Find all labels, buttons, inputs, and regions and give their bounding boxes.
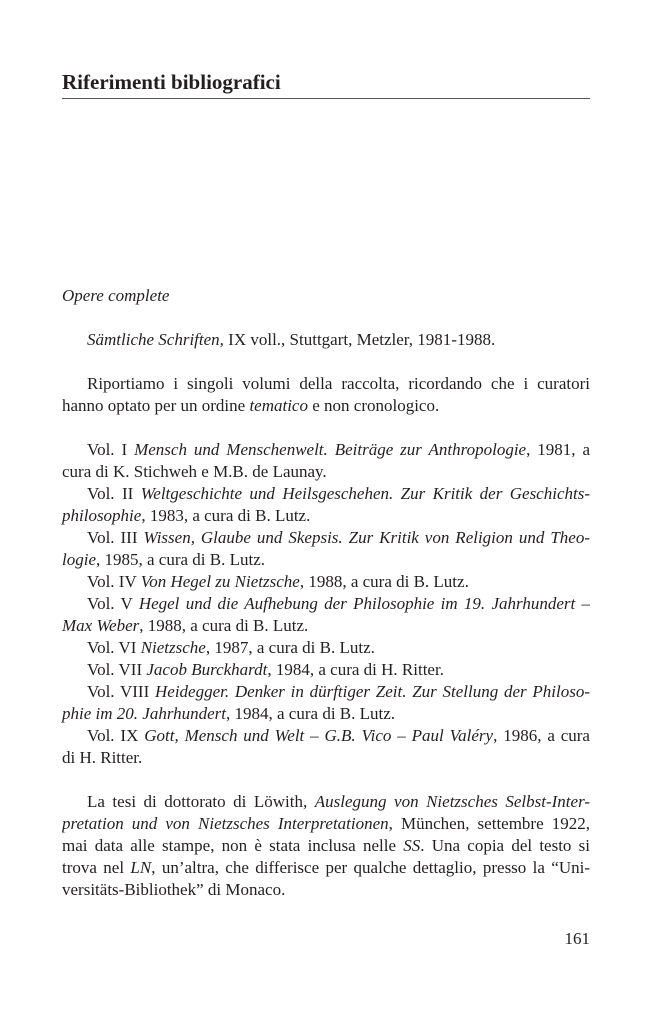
text: versitäts-Bibliothek” di Monaco. [62, 880, 286, 899]
text: e non cronologico. [307, 396, 440, 415]
text-line [62, 461, 590, 483]
text-line [62, 549, 590, 571]
text-line [62, 329, 590, 351]
text-line [62, 505, 590, 527]
text: Vol. VIII [87, 682, 155, 701]
italic-text: Mensch und Menschenwelt. Beiträge zur Anthropologie [134, 440, 527, 459]
text: Vol. V [87, 594, 139, 613]
text: Vol. VII [87, 660, 147, 679]
text: , 1986, a cura [493, 726, 590, 745]
text: Riportiamo i singoli volumi della raccolta, ricordando che i curatori [87, 374, 590, 393]
text: , 1988, a cura di B. Lutz. [139, 616, 309, 635]
text: , 1985, a cura di B. Lutz. [96, 550, 266, 569]
text: di H. Ritter. [62, 748, 143, 767]
text-line [62, 681, 590, 703]
text-line [62, 835, 590, 857]
italic-text: pretation und von Nietzsches Interpretationen [62, 814, 389, 833]
paragraph [62, 373, 590, 417]
italic-text: logie [62, 550, 96, 569]
text-line [62, 857, 590, 879]
italic-text: Opere complete [62, 286, 170, 305]
italic-text: LN [130, 858, 152, 877]
title-rule [62, 98, 590, 99]
text-line [62, 593, 590, 615]
paragraph [62, 791, 590, 901]
page-number: 161 [564, 929, 590, 948]
italic-text: Gott, Mensch und Welt – G.B. Vico – Paul Valéry [144, 726, 494, 745]
italic-text: SS [403, 836, 421, 855]
text-line [62, 615, 590, 637]
text-line [62, 879, 590, 901]
text: mai data alle stampe, non è stata inclusa nelle [62, 836, 404, 855]
text: Vol. VI [87, 638, 141, 657]
text: Vol. IV [87, 572, 141, 591]
text-line [62, 373, 590, 395]
text: , un’altra, che differisce per qualche dettaglio, presso la “Uni- [151, 858, 590, 877]
text-line [62, 747, 590, 769]
italic-text: Hegel und die Aufhebung der Philosophie im 19. Jahrhundert – [138, 594, 590, 613]
italic-text: Weltgeschichte und Heilsgeschehen. Zur Kritik der Geschichts- [140, 484, 590, 503]
text-line [62, 439, 590, 461]
text: La tesi di dottorato di Löwith, [87, 792, 315, 811]
text-line [62, 703, 590, 725]
text: , 1988, a cura di B. Lutz. [299, 572, 469, 591]
text-line [62, 659, 590, 681]
text: , 1984, a cura di B. Lutz. [226, 704, 396, 723]
italic-text: Wissen, Glaube und Skepsis. Zur Kritik von Religion und Theo- [143, 528, 590, 547]
text: Vol. III [87, 528, 144, 547]
italic-text: Jacob Burckhardt [146, 660, 268, 679]
text-line [62, 527, 590, 549]
text-line [62, 285, 590, 307]
italic-text: Heidegger. Denker in dürftiger Zeit. Zur Stellung der Philoso- [155, 682, 590, 701]
document-body [62, 285, 590, 923]
text-line [62, 637, 590, 659]
text: hanno optato per un ordine [62, 396, 250, 415]
text: . Una copia del testo si [420, 836, 590, 855]
text: , München, settembre 1922, [388, 814, 590, 833]
text: Vol. I [87, 440, 135, 459]
text-line [62, 395, 590, 417]
text: trova nel [62, 858, 131, 877]
text: , IX voll., Stuttgart, Metzler, 1981-1988. [219, 330, 496, 349]
text-line [62, 571, 590, 593]
paragraph [62, 439, 590, 769]
italic-text: Von Hegel zu Nietzsche [140, 572, 300, 591]
italic-text: Sämtliche Schriften [87, 330, 220, 349]
text-line [62, 725, 590, 747]
italic-text: philosophie [62, 506, 142, 525]
text: cura di K. Stichweh e M.B. de Launay. [62, 462, 327, 481]
text: Vol. II [87, 484, 141, 503]
page-title: Riferimenti bibliografici [62, 70, 281, 94]
text: , 1981, a [526, 440, 590, 459]
text: , 1987, a cura di B. Lutz. [205, 638, 375, 657]
text-line [62, 483, 590, 505]
italic-text: tematico [249, 396, 308, 415]
section-heading [62, 285, 590, 307]
paragraph [62, 329, 590, 351]
italic-text: Max Weber [62, 616, 140, 635]
text: Vol. IX [87, 726, 145, 745]
italic-text: phie im 20. Jahrhundert [62, 704, 227, 723]
text: , 1984, a cura di H. Ritter. [267, 660, 444, 679]
italic-text: Auslegung von Nietzsches Selbst-Inter- [314, 792, 590, 811]
text-line [62, 791, 590, 813]
italic-text: Nietzsche [140, 638, 206, 657]
text: , 1983, a cura di B. Lutz. [141, 506, 311, 525]
text-line [62, 813, 590, 835]
